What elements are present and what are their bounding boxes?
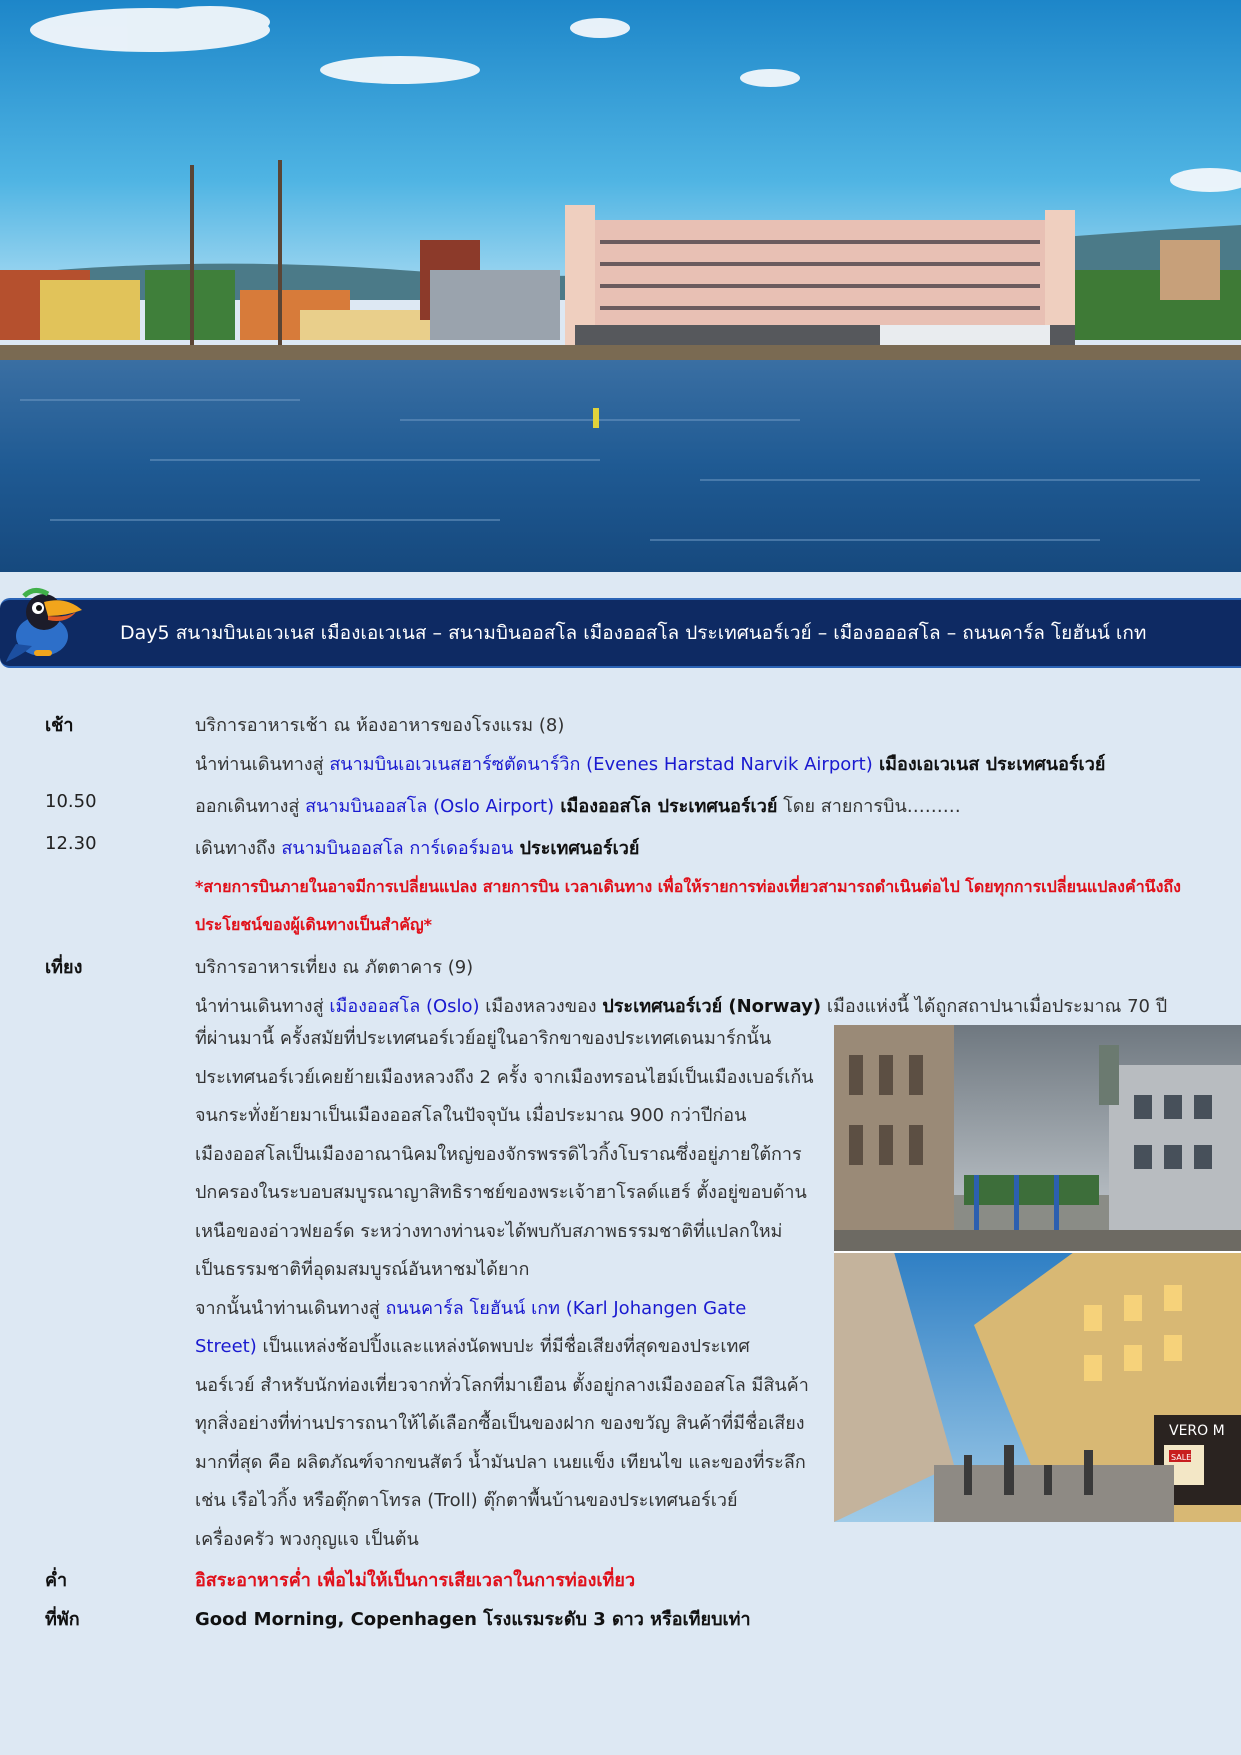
- place-link: สนามบินออสโล การ์เดอร์มอน: [281, 838, 514, 859]
- oslo-paragraph: [195, 1020, 815, 1559]
- paragraph-line: ปกครองในระบอบสมบูรณาญาสิทธิราชย์ของพระเจ้าฮาโรลด์แฮร์ ตั้งอยู่ขอบด้าน: [195, 1182, 807, 1203]
- sale-sign: SALE: [1171, 1453, 1192, 1462]
- paragraph-line: มากที่สุด คือ ผลิตภัณฑ์จากขนสัตว์ น้ำมันปลา เนยแข็ง เทียนไข และของที่ระลึก: [195, 1451, 806, 1473]
- hotel-text: Good Morning, Copenhagen โรงแรมระดับ 3 ดาว หรือเทียบเท่า: [195, 1609, 751, 1630]
- time-label: ที่พัก: [45, 1609, 80, 1630]
- paragraph-line: เครื่องครัว พวงกุญแจ เป็นต้น: [195, 1528, 419, 1550]
- paragraph-line: เป็นธรรมชาติที่อุดมสมบูรณ์อันหาชมได้ยาก: [195, 1259, 530, 1280]
- paragraph-line: ประเทศนอร์เวย์เคยย้ายเมืองหลวงถึง 2 ครั้ง จากเมืองทรอนไฮม์เป็นเมืองเบอร์เก้น: [195, 1066, 814, 1088]
- paragraph-line: นอร์เวย์ สำหรับนักท่องเที่ยวจากทั่วโลกที่มาเยือน ตั้งอยู่กลางเมืองออสโล มีสินค้า: [195, 1374, 809, 1396]
- activity-text: ออกเดินทางสู่ สนามบินออสโล (Oslo Airport) เมืองออสโล ประเทศนอร์เวย์ โดย สายการบิน………: [195, 796, 961, 817]
- place-link: ถนนคาร์ล โยฮันน์ เกท (Karl Johangen Gate: [385, 1297, 747, 1319]
- paragraph-line: เมืองออสโลเป็นเมืองอาณานิคมใหญ่ของจักรพรรดิไวกิ้งโบราณซึ่งอยู่ภายใต้การ: [195, 1143, 802, 1165]
- place-link: เมืองออสโล (Oslo): [329, 996, 480, 1017]
- activity-text: นำท่านเดินทางสู่ เมืองออสโล (Oslo) เมืองหลวงของ ประเทศนอร์เวย์ (Norway) เมืองแห่งนี้ ได้ถูกสถาปนาเมื่อประมาณ 70 ปี: [195, 996, 1168, 1017]
- paragraph-line: Street) เป็นแหล่งช้อปปิ้งและแหล่งนัดพบปะ ที่มีชื่อเสียงที่สุดของประเทศ: [195, 1336, 750, 1357]
- place-link: สนามบินออสโล (Oslo Airport): [305, 796, 555, 817]
- time-label: 10.50: [45, 791, 97, 812]
- activity-text: บริการอาหารเช้า ณ ห้องอาหารของโรงแรม (8): [195, 715, 565, 736]
- note-text: ประโยชน์ของผู้เดินทางเป็นสำคัญ*: [195, 915, 432, 934]
- activity-text: อิสระอาหารค่ำ เพื่อไม่ให้เป็นการเสียเวลาในการท่องเที่ยว: [195, 1570, 636, 1591]
- store-sign: VERO M: [1169, 1423, 1225, 1439]
- activity-text: เดินทางถึง สนามบินออสโล การ์เดอร์มอน ประเทศนอร์เวย์: [195, 838, 640, 859]
- toucan-mascot-icon: [4, 584, 84, 664]
- place-link: สนามบินเอเวเนสฮาร์ซตัดนาร์วิก (Evenes Harstad Narvik Airport): [329, 754, 873, 775]
- activity-text: นำท่านเดินทางสู่ สนามบินเอเวเนสฮาร์ซตัดนาร์วิก (Evenes Harstad Narvik Airport) เมืองเอเวเนส ประเทศนอร์เวย์: [195, 754, 1106, 775]
- note-text: *สายการบินภายในอาจมีการเปลี่ยนแปลง สายการบิน เวลาเดินทาง เพื่อให้รายการท่องเที่ยวสามารถดำเนินต่อไป โดยทุกการเปลี่ยนแปลงคำนึงถึง: [195, 877, 1181, 896]
- time-label: เช้า: [45, 715, 74, 736]
- day-title: Day5 สนามบินเอเวเนส เมืองเอเวเนส – สนามบินออสโล เมืองออสโล ประเทศนอร์เวย์ – เมืองอออสโล – ถนนคาร์ล โยฮันน์ เกท: [120, 622, 1147, 644]
- oslo-city-photo: [834, 1025, 1241, 1522]
- paragraph-line: จากนั้นนำท่านเดินทางสู่ ถนนคาร์ล โยฮันน์ เกท (Karl Johangen Gate: [195, 1297, 747, 1319]
- paragraph-line: เช่น เรือไวกิ้ง หรือตุ๊กตาโทรล (Troll) ตุ๊กตาพื้นบ้านของประเทศนอร์เวย์: [195, 1490, 738, 1511]
- place-link: Street): [195, 1336, 257, 1357]
- time-label: เที่ยง: [45, 957, 83, 978]
- time-label: ค่ำ: [45, 1570, 68, 1591]
- paragraph-line: ทุกสิ่งอย่างที่ท่านปรารถนาให้ได้เลือกซื้อเป็นของฝาก ของขวัญ สินค้าที่มีชื่อเสียง: [195, 1413, 805, 1434]
- paragraph-line: ที่ผ่านมานี้ ครั้งสมัยที่ประเทศนอร์เวย์อยู่ในอาริกขาของประเทศเดนมาร์กนั้น: [195, 1028, 772, 1049]
- paragraph-line: จนกระทั่งย้ายมาเป็นเมืองออสโลในปัจจุบัน เมื่อประมาณ 900 กว่าปีก่อน: [195, 1105, 747, 1126]
- paragraph-line: เหนือของอ่าวฟยอร์ด ระหว่างทางท่านจะได้พบกับสภาพธรรมชาติที่แปลกใหม่: [195, 1220, 783, 1242]
- hero-photo-oslo-harbour: [0, 0, 1241, 572]
- day-banner: [0, 598, 1241, 668]
- oslo-photos: [834, 1025, 1241, 1526]
- time-label: 12.30: [45, 833, 97, 854]
- activity-text: บริการอาหารเที่ยง ณ ภัตตาคาร (9): [195, 957, 474, 978]
